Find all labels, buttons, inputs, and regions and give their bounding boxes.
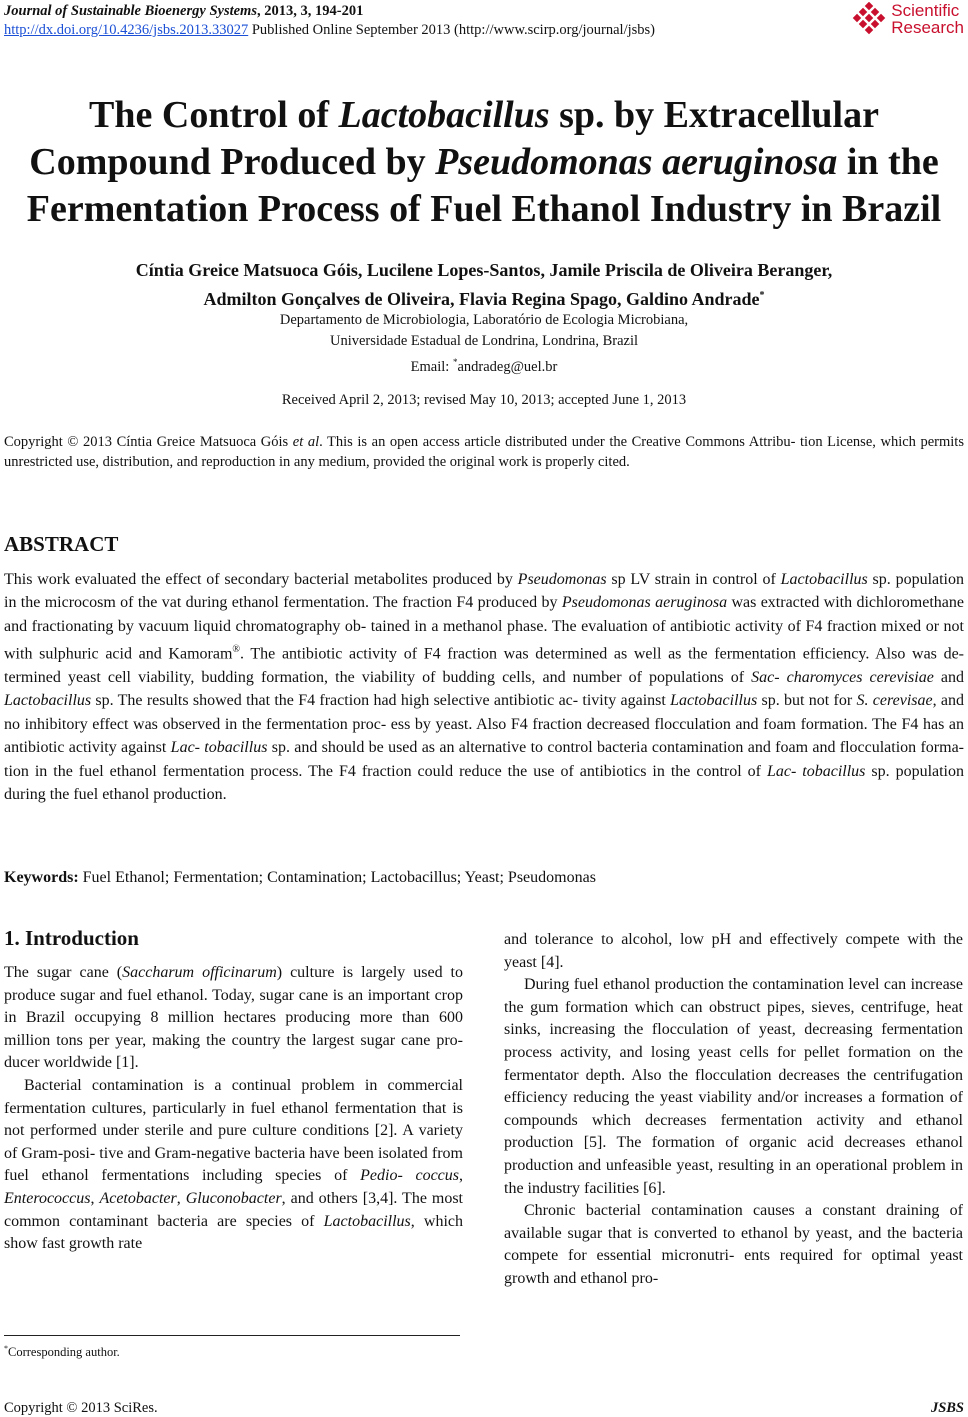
doi-link[interactable]: http://dx.doi.org/10.4236/jsbs.2013.33027 — [4, 22, 249, 38]
author-list — [0, 258, 968, 312]
email-address[interactable]: andradeg@uel.br — [457, 358, 558, 375]
affiliation — [0, 310, 968, 378]
journal-volume: , 2013, 3, 194-201 — [256, 3, 364, 19]
journal-name: Journal of Sustainable Bioenergy Systems — [4, 3, 257, 19]
authors-line-1: Cíntia Greice Matsuoca Góis, Lucilene Lopes-Santos, Jamile Priscila de Oliveira Beranger, — [135, 260, 833, 280]
journal-line — [4, 2, 655, 21]
logo-line-2: Research — [891, 18, 964, 37]
affiliation-line-2: Universidade Estadual de Londrina, Londrina, Brazil — [329, 333, 639, 349]
corresponding-author-footnote: *Corresponding author. — [4, 1344, 120, 1360]
abstract-heading: ABSTRACT — [4, 532, 119, 556]
publisher-logo — [852, 2, 964, 36]
section-heading-introduction: 1. Introduction — [4, 926, 139, 950]
doi-line — [4, 21, 655, 40]
article-title: The Control of Lactobacillus sp. by Extracellular Compound Produced by Pseudomonas aeruginosa in the Fermentation Process of Fuel Ethanol Industry in Brazil — [26, 94, 942, 230]
left-column — [4, 962, 463, 1256]
intro-paragraph-2: Bacterial contamination is a continual problem in commercial fermentation cultures, particularly in fuel ethanol fermentation that is not performed under sterile and pure culture conditions [2]. A variety of Gram-posi- tive and Gram-negative bacteria have been isolated from fuel ethanol fermentations including species of Pedio- coccus, Enterococcus, Acetobacter, Gluconobacter, and others [3,4]. The most common contaminant bacteria are species of Lactobacillus, which show fast growth rate — [4, 1076, 464, 1253]
affiliation-line-1: Departamento de Microbiologia, Laboratório de Ecologia Microbiana, — [279, 312, 689, 328]
authors-line-2: Admilton Gonçalves de Oliveira, Flavia Regina Spago, Galdino Andrade* — [203, 289, 765, 309]
right-column — [504, 929, 963, 1291]
received-dates: Received April 2, 2013; revised May 10, 2013; accepted June 1, 2013 — [281, 392, 687, 408]
keywords: Keywords: Fuel Ethanol; Fermentation; Contamination; Lactobacillus; Yeast; Pseudomonas — [4, 869, 596, 886]
running-header — [4, 2, 655, 40]
intro-paragraph-2-cont: and tolerance to alcohol, low pH and effectively compete with the yeast [4]. — [504, 931, 963, 971]
footnote-divider — [4, 1335, 460, 1336]
logo-line-1: Scientific — [891, 1, 960, 20]
intro-paragraph-4: Chronic bacterial contamination causes a constant draining of available sugar that is converted to ethanol by yeast, and the bacteria compete for essential micronutri- ents required for optimal yeast growth and ethanol pro- — [504, 1202, 963, 1287]
published-info: Published Online September 2013 (http://www.scirp.org/journal/jsbs) — [248, 22, 655, 38]
logo-wordmark — [891, 2, 964, 36]
footer-journal-abbrev: JSBS — [930, 1400, 964, 1416]
email-line: Email: *andradeg@uel.br — [410, 357, 558, 375]
scientific-research-logo-icon — [852, 2, 886, 36]
copyright-notice: Copyright © 2013 Cíntia Greice Matsuoca Góis et al. This is an open access article distributed under the Creative Commons Attribu- tion License, which permits unrestricted use, distribution, and reproduction in any medium, provided the original work is properly cited. — [4, 434, 964, 470]
intro-paragraph-1: The sugar cane (Saccharum officinarum) culture is largely used to produce sugar and fuel ethanol. Today, sugar cane is an important crop in Brazil occupying 8 million hectares producing more than 600 million tons per year, making the country the largest sugar cane pro- ducer worldwide [1]. — [4, 964, 464, 1072]
intro-paragraph-3: During fuel ethanol production the contamination level can increase the gum formation which can obstruct pipes, sieves, centrifuge, heat sinks, increasing the flocculation of yeast, decreasing fermentation process activity, and losing yeast cells for pellet formation on the fermentator depth. Also the flocculation decreases the centrifugation efficiency reducing the yeast viability and/or increases a formation of compounds which decreases fermentation activity and ethanol production [5]. The formation of organic acid decreases ethanol production and unfeasible yeast, resulting in an operational problem in the industry facilities [6]. — [504, 976, 963, 1197]
abstract-body: This work evaluated the effect of secondary bacterial metabolites produced by Pseudomonas sp LV strain in control of Lactobacillus sp. population in the microcosm of the vat during ethanol fermentation. The fraction F4 produced by Pseudomonas aeruginosa was extracted with dichloromethane and fractionating by vacuum liquid chromatography ob- tained in a methanol phase. The evaluation of antibiotic activity of F4 fraction mixed or not with sulphuric acid and Kamoram®. The antibiotic activity of F4 fraction was determined as well as the fermentation efficiency. Also was de- termined yeast cell viability, budding formation, the viability of budding cells, and number of populations of Sac- charomyces cerevisiae and Lactobacillus sp. The results showed that the F4 fraction had high selective antibiotic ac- tivity against Lactobacillus sp. but not for S. cerevisae, and no inhibitory effect was observed in the fermentation proc- ess by yeast. Also F4 fraction decreased flocculation and foam formation. The F4 has an antibiotic activity against Lac- tobacillus sp. and should be used as an alternative to control bacteria contamination and foam and flocculation forma- tion in the fuel ethanol fermentation process. The F4 fraction could reduce the use of antibiotics in the control of Lac- tobacillus sp. population during the fuel ethanol production. — [4, 571, 965, 803]
footer-copyright: Copyright © 2013 SciRes. — [4, 1400, 158, 1416]
